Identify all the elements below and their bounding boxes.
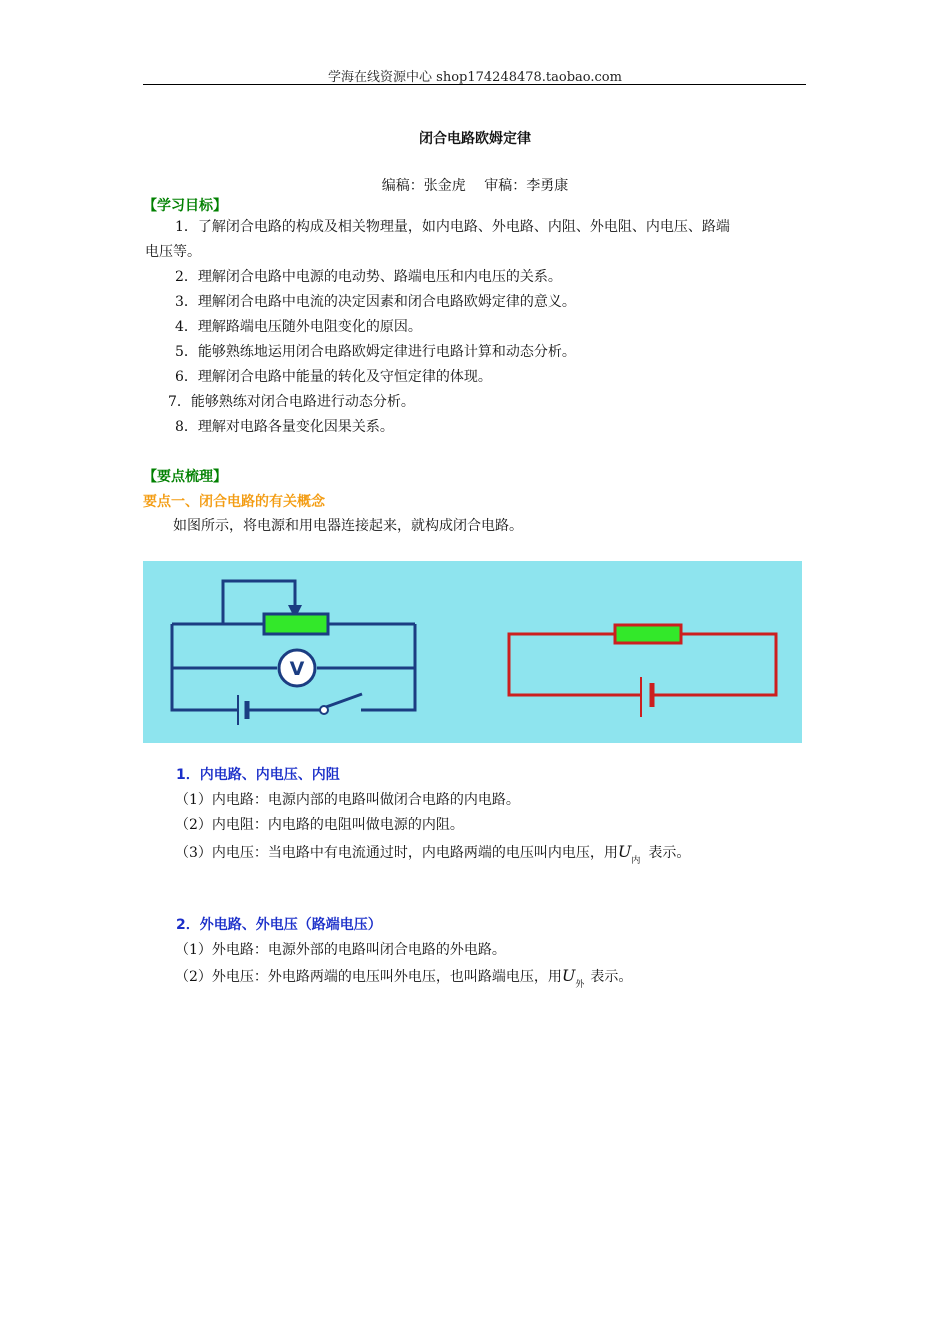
voltage-subscript: 外 [575,980,585,990]
subsection-2-title: 2．外电路、外电压（路端电压） [176,917,382,933]
voltage-symbol: U [617,842,632,861]
subsection-1-title: 1．内电路、内电压、内阻 [176,767,340,783]
objective-item: 8．理解对电路各量变化因果关系。 [175,419,394,435]
objective-item: 电压等。 [145,244,201,260]
line-suffix: 表示。 [648,845,691,861]
objective-item: 7．能够熟练对闭合电路进行动态分析。 [168,394,415,410]
objective-item: 5．能够熟练地运用闭合电路欧姆定律进行电路计算和动态分析。 [175,344,576,360]
objective-item: 3．理解闭合电路中电流的决定因素和闭合电路欧姆定律的意义。 [175,294,576,310]
objective-item: 4．理解路端电压随外电阻变化的原因。 [175,319,422,335]
circuit-figure [143,561,802,743]
subsection-2-line [175,966,632,990]
rheostat-resistor [264,614,328,634]
document-title: 闭合电路欧姆定律 [419,131,531,147]
subsection-2-line: （1）外电路：电源外部的电路叫闭合电路的外电路。 [175,942,506,958]
page-header: 学海在线资源中心 shop174248478.taobao.com [328,70,622,85]
line-prefix: （2）外电压：外电路两端的电压叫外电压，也叫路端电压，用 [175,969,562,985]
intro-paragraph: 如图所示，将电源和用电器连接起来，就构成闭合电路。 [173,518,523,534]
key-point-1-title: 要点一、闭合电路的有关概念 [143,494,325,510]
objective-item: 1．了解闭合电路的构成及相关物理量，如内电路、外电路、内阻、外电阻、内电压、路端 [175,219,730,235]
objective-item: 2．理解闭合电路中电源的电动势、路端电压和内电压的关系。 [175,269,562,285]
header-rule [143,84,806,85]
voltmeter-label: V [289,658,305,680]
subsection-1-line [175,842,690,866]
switch-contact [320,706,328,714]
line-suffix: 表示。 [590,969,633,985]
objective-item: 6．理解闭合电路中能量的转化及守恒定律的体现。 [175,369,492,385]
figure-background [143,561,802,743]
subsection-1-line: （1）内电路：电源内部的电路叫做闭合电路的内电路。 [175,792,520,808]
voltage-symbol: U [561,966,576,985]
key-points-heading: 【要点梳理】 [143,469,227,485]
red-circuit-resistor [615,625,681,643]
byline: 编稿：张金虎 审稿：李勇康 [381,178,569,194]
line-prefix: （3）内电压：当电路中有电流通过时，内电路两端的电压叫内电压，用 [175,845,618,861]
subsection-1-line: （2）内电阻：内电路的电阻叫做电源的内阻。 [175,817,464,833]
voltage-subscript: 内 [631,856,641,866]
objectives-heading: 【学习目标】 [143,198,227,214]
